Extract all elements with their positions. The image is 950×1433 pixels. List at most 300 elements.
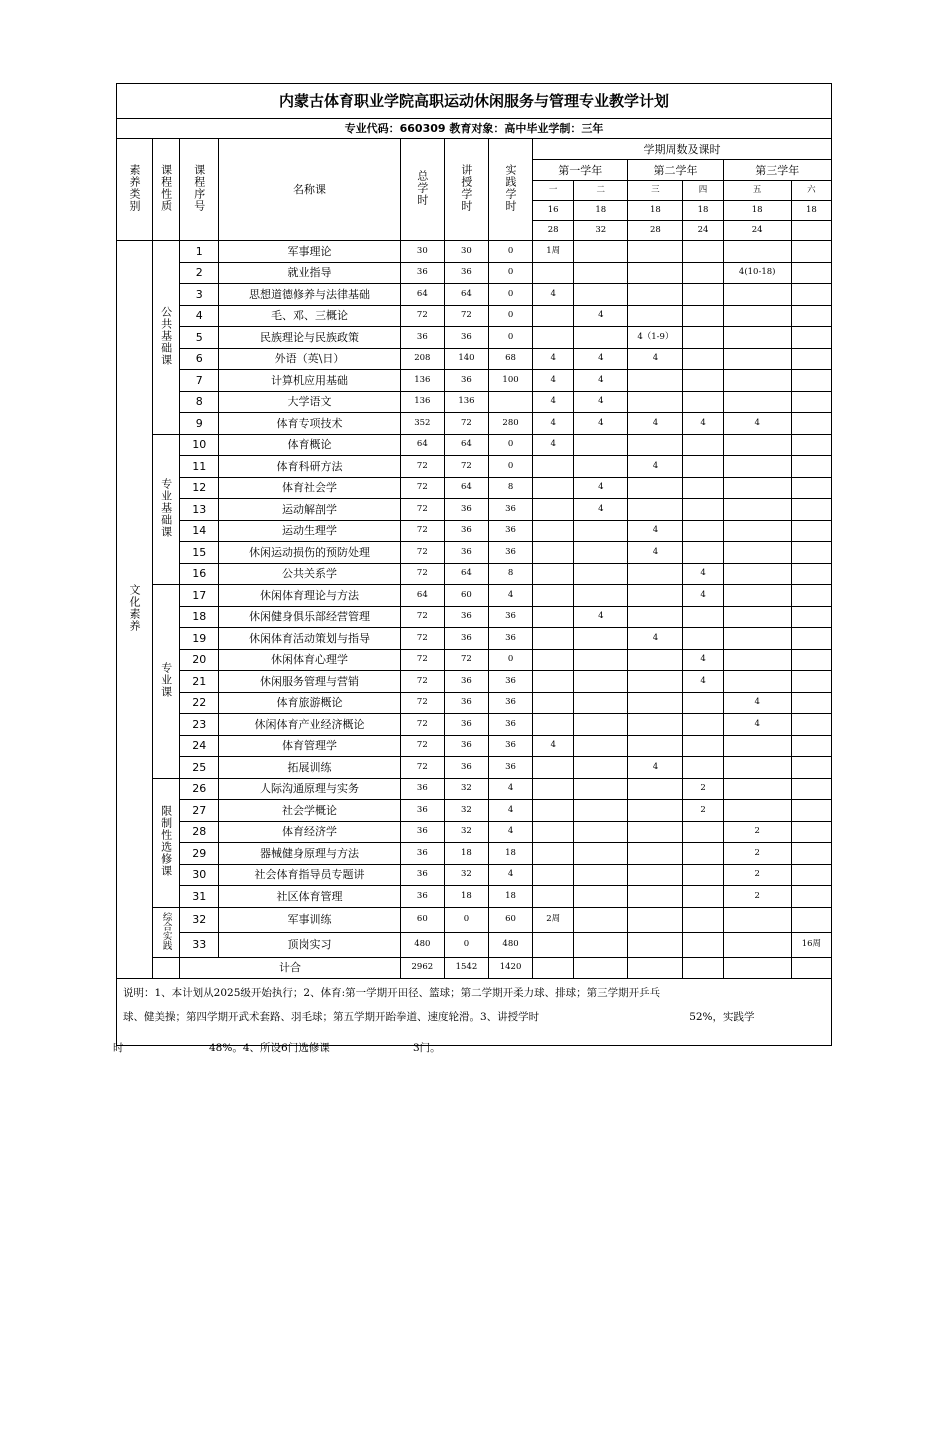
header-hours: 32	[574, 221, 628, 241]
table-row	[117, 735, 832, 757]
course-term-hours	[533, 649, 574, 671]
teaching-plan-table	[116, 83, 832, 979]
course-seq: 24	[180, 735, 219, 757]
course-term-hours: 4	[683, 649, 723, 671]
course-term-hours	[791, 327, 831, 349]
course-term-hours: 4	[533, 391, 574, 413]
course-term-hours	[628, 370, 683, 392]
header-lecture: 讲授学时	[444, 139, 488, 241]
header-seq: 课程序号	[180, 139, 219, 241]
course-term-hours	[683, 692, 723, 714]
header-name: 名称课	[219, 139, 401, 241]
course-term-hours	[628, 735, 683, 757]
course-lecture-hours: 36	[444, 542, 488, 564]
header-term: 三	[628, 181, 683, 201]
course-name: 休闲服务管理与营销	[219, 671, 401, 693]
course-lecture-hours: 36	[444, 520, 488, 542]
table-row	[117, 907, 832, 932]
course-term-hours	[791, 757, 831, 779]
course-term-hours: 4	[628, 348, 683, 370]
course-total-hours: 480	[400, 932, 444, 957]
course-term-hours	[574, 821, 628, 843]
course-practice-hours: 36	[488, 692, 532, 714]
course-term-hours: 4	[683, 585, 723, 607]
course-total-hours: 64	[400, 434, 444, 456]
course-term-hours: 2周	[533, 907, 574, 932]
course-total-hours: 72	[400, 606, 444, 628]
course-term-hours	[574, 692, 628, 714]
course-term-hours	[574, 456, 628, 478]
course-seq: 11	[180, 456, 219, 478]
course-seq: 20	[180, 649, 219, 671]
course-term-hours	[723, 735, 791, 757]
course-seq: 8	[180, 391, 219, 413]
course-term-hours	[683, 327, 723, 349]
header-weeks: 18	[574, 201, 628, 221]
table-row	[117, 778, 832, 800]
course-term-hours: 4	[683, 563, 723, 585]
course-term-hours	[791, 671, 831, 693]
table-row	[117, 241, 832, 263]
course-lecture-hours: 36	[444, 757, 488, 779]
course-name: 大学语文	[219, 391, 401, 413]
course-term-hours: 1周	[533, 241, 574, 263]
course-term-hours	[574, 886, 628, 908]
course-name: 体育管理学	[219, 735, 401, 757]
course-name: 社会学概论	[219, 800, 401, 822]
course-practice-hours: 0	[488, 649, 532, 671]
course-total-hours: 72	[400, 305, 444, 327]
course-name: 休闲体育活动策划与指导	[219, 628, 401, 650]
course-lecture-hours: 18	[444, 843, 488, 865]
course-term-hours: 2	[723, 821, 791, 843]
course-term-hours	[533, 800, 574, 822]
course-term-hours: 4	[533, 348, 574, 370]
course-term-hours	[574, 671, 628, 693]
course-seq: 22	[180, 692, 219, 714]
course-name: 体育经济学	[219, 821, 401, 843]
course-term-hours	[791, 305, 831, 327]
course-term-hours	[628, 241, 683, 263]
course-total-hours: 72	[400, 757, 444, 779]
table-row	[117, 370, 832, 392]
course-name: 公共关系学	[219, 563, 401, 585]
course-term-hours	[628, 864, 683, 886]
course-lecture-hours: 32	[444, 800, 488, 822]
course-term-hours	[683, 542, 723, 564]
header-year-2: 第二学年	[628, 160, 723, 181]
course-total-hours: 64	[400, 585, 444, 607]
total-row	[117, 957, 832, 979]
course-name: 顶岗实习	[219, 932, 401, 957]
course-term-hours	[683, 907, 723, 932]
course-term-hours	[574, 714, 628, 736]
course-name: 军事训练	[219, 907, 401, 932]
course-term-hours	[791, 800, 831, 822]
header-term: 五	[723, 181, 791, 201]
course-practice-hours: 4	[488, 821, 532, 843]
course-term-hours	[791, 563, 831, 585]
course-name: 民族理论与民族政策	[219, 327, 401, 349]
total-term-blank	[683, 957, 723, 979]
course-name: 计算机应用基础	[219, 370, 401, 392]
course-seq: 3	[180, 284, 219, 306]
course-term-hours: 4	[533, 284, 574, 306]
table-row	[117, 628, 832, 650]
course-total-hours: 60	[400, 907, 444, 932]
course-name: 休闲体育产业经济概论	[219, 714, 401, 736]
course-lecture-hours: 36	[444, 327, 488, 349]
course-term-hours	[533, 692, 574, 714]
course-term-hours	[628, 391, 683, 413]
course-lecture-hours: 36	[444, 606, 488, 628]
course-lecture-hours: 36	[444, 499, 488, 521]
note-line-3b: 48%。4、所设6门选修课	[209, 1042, 330, 1054]
course-practice-hours: 36	[488, 735, 532, 757]
course-term-hours	[533, 628, 574, 650]
course-term-hours	[723, 671, 791, 693]
course-term-hours	[533, 305, 574, 327]
course-term-hours	[723, 542, 791, 564]
course-practice-hours: 0	[488, 434, 532, 456]
course-term-hours	[723, 585, 791, 607]
course-term-hours: 4	[574, 348, 628, 370]
course-term-hours: 4	[533, 413, 574, 435]
course-term-hours	[574, 520, 628, 542]
course-practice-hours: 4	[488, 585, 532, 607]
course-term-hours	[791, 477, 831, 499]
course-term-hours	[533, 262, 574, 284]
course-term-hours	[723, 370, 791, 392]
course-term-hours	[683, 284, 723, 306]
course-term-hours	[791, 843, 831, 865]
course-term-hours: 4	[723, 413, 791, 435]
course-term-hours	[683, 821, 723, 843]
table-row	[117, 262, 832, 284]
table-row	[117, 692, 832, 714]
table-row	[117, 843, 832, 865]
group-major: 专业课	[153, 585, 180, 779]
course-term-hours	[683, 262, 723, 284]
course-term-hours	[791, 499, 831, 521]
course-term-hours	[723, 606, 791, 628]
course-practice-hours: 36	[488, 542, 532, 564]
course-term-hours	[791, 520, 831, 542]
course-term-hours	[791, 542, 831, 564]
teaching-plan-document	[113, 83, 832, 1054]
course-practice-hours: 36	[488, 714, 532, 736]
total-lecture: 1542	[444, 957, 488, 979]
total-term-blank	[723, 957, 791, 979]
course-term-hours	[791, 262, 831, 284]
document-subtitle: 专业代码：660309 教育对象：高中毕业学制：三年	[117, 119, 832, 139]
header-total: 总学时	[400, 139, 444, 241]
table-row	[117, 284, 832, 306]
course-term-hours	[533, 606, 574, 628]
course-name: 社会体育指导员专题讲	[219, 864, 401, 886]
course-practice-hours: 36	[488, 757, 532, 779]
table-row	[117, 714, 832, 736]
course-term-hours	[628, 563, 683, 585]
table-row	[117, 456, 832, 478]
total-row-blank	[153, 957, 180, 979]
course-term-hours	[628, 886, 683, 908]
total-term-blank	[628, 957, 683, 979]
course-term-hours: 4	[574, 305, 628, 327]
course-term-hours	[533, 671, 574, 693]
course-term-hours	[683, 628, 723, 650]
course-term-hours	[574, 542, 628, 564]
course-term-hours: 4	[574, 606, 628, 628]
note-line-3c: 3门。	[413, 1042, 441, 1054]
course-name: 社区体育管理	[219, 886, 401, 908]
course-term-hours: 2	[723, 864, 791, 886]
course-term-hours: 4	[723, 714, 791, 736]
course-lecture-hours: 36	[444, 692, 488, 714]
course-total-hours: 36	[400, 800, 444, 822]
course-term-hours	[628, 649, 683, 671]
course-term-hours	[574, 628, 628, 650]
course-term-hours: 4	[574, 477, 628, 499]
course-practice-hours: 0	[488, 241, 532, 263]
course-term-hours: 2	[683, 800, 723, 822]
course-term-hours: 4	[574, 413, 628, 435]
course-seq: 12	[180, 477, 219, 499]
course-term-hours	[628, 843, 683, 865]
course-term-hours: 4	[628, 628, 683, 650]
course-seq: 25	[180, 757, 219, 779]
course-term-hours	[683, 886, 723, 908]
course-term-hours	[791, 284, 831, 306]
course-seq: 21	[180, 671, 219, 693]
course-term-hours	[533, 864, 574, 886]
course-term-hours	[791, 370, 831, 392]
table-row	[117, 932, 832, 957]
course-term-hours	[683, 370, 723, 392]
table-row	[117, 434, 832, 456]
table-row	[117, 649, 832, 671]
course-practice-hours	[488, 391, 532, 413]
course-term-hours	[791, 907, 831, 932]
header-weeks: 16	[533, 201, 574, 221]
course-term-hours: 4	[628, 413, 683, 435]
table-row	[117, 348, 832, 370]
course-total-hours: 72	[400, 520, 444, 542]
course-seq: 17	[180, 585, 219, 607]
course-term-hours	[574, 800, 628, 822]
course-term-hours	[723, 499, 791, 521]
group-public: 公共基础课	[153, 241, 180, 435]
course-term-hours	[628, 585, 683, 607]
course-term-hours	[533, 499, 574, 521]
course-term-hours	[574, 778, 628, 800]
course-term-hours	[574, 262, 628, 284]
course-term-hours	[683, 456, 723, 478]
course-name: 体育科研方法	[219, 456, 401, 478]
course-term-hours	[723, 520, 791, 542]
course-seq: 28	[180, 821, 219, 843]
course-term-hours	[533, 542, 574, 564]
course-practice-hours: 60	[488, 907, 532, 932]
course-term-hours	[628, 714, 683, 736]
note-line-3a: 时	[113, 1042, 124, 1054]
course-total-hours: 352	[400, 413, 444, 435]
course-total-hours: 30	[400, 241, 444, 263]
course-term-hours: 16周	[791, 932, 831, 957]
course-total-hours: 72	[400, 542, 444, 564]
course-practice-hours: 36	[488, 499, 532, 521]
course-term-hours	[683, 241, 723, 263]
course-term-hours	[723, 456, 791, 478]
course-practice-hours: 4	[488, 778, 532, 800]
course-name: 就业指导	[219, 262, 401, 284]
course-term-hours	[683, 843, 723, 865]
course-total-hours: 208	[400, 348, 444, 370]
course-term-hours	[574, 649, 628, 671]
course-term-hours	[723, 284, 791, 306]
course-lecture-hours: 72	[444, 456, 488, 478]
course-lecture-hours: 36	[444, 671, 488, 693]
course-term-hours	[723, 778, 791, 800]
course-practice-hours: 36	[488, 671, 532, 693]
course-total-hours: 72	[400, 692, 444, 714]
course-term-hours	[683, 348, 723, 370]
course-total-hours: 72	[400, 735, 444, 757]
course-term-hours: 4	[533, 434, 574, 456]
course-term-hours	[723, 563, 791, 585]
course-term-hours	[723, 800, 791, 822]
total-label: 计合	[180, 957, 401, 979]
course-name: 拓展训练	[219, 757, 401, 779]
course-lecture-hours: 36	[444, 714, 488, 736]
course-term-hours	[628, 821, 683, 843]
course-term-hours	[683, 932, 723, 957]
course-name: 休闲运动损伤的预防处理	[219, 542, 401, 564]
course-term-hours	[574, 585, 628, 607]
header-hours: 28	[533, 221, 574, 241]
course-term-hours: 2	[723, 886, 791, 908]
course-term-hours	[574, 907, 628, 932]
course-practice-hours: 68	[488, 348, 532, 370]
course-term-hours: 4	[628, 520, 683, 542]
course-term-hours	[683, 391, 723, 413]
header-weeks: 18	[723, 201, 791, 221]
total-practice: 1420	[488, 957, 532, 979]
course-term-hours	[628, 284, 683, 306]
course-term-hours	[723, 241, 791, 263]
course-term-hours	[533, 886, 574, 908]
course-practice-hours: 0	[488, 305, 532, 327]
course-seq: 29	[180, 843, 219, 865]
course-term-hours	[723, 391, 791, 413]
header-hours	[791, 221, 831, 241]
course-term-hours: 4	[683, 671, 723, 693]
header-hours: 24	[683, 221, 723, 241]
course-term-hours	[628, 477, 683, 499]
course-term-hours	[574, 864, 628, 886]
course-term-hours	[533, 563, 574, 585]
header-weeks: 18	[683, 201, 723, 221]
table-row	[117, 520, 832, 542]
course-term-hours	[574, 757, 628, 779]
course-term-hours	[533, 477, 574, 499]
course-seq: 4	[180, 305, 219, 327]
course-seq: 18	[180, 606, 219, 628]
course-total-hours: 136	[400, 370, 444, 392]
course-term-hours	[791, 628, 831, 650]
course-term-hours	[628, 434, 683, 456]
course-term-hours	[723, 628, 791, 650]
course-lecture-hours: 60	[444, 585, 488, 607]
course-term-hours	[683, 735, 723, 757]
course-term-hours	[628, 262, 683, 284]
course-term-hours	[628, 932, 683, 957]
course-practice-hours: 100	[488, 370, 532, 392]
course-lecture-hours: 72	[444, 305, 488, 327]
course-term-hours: 4	[628, 456, 683, 478]
course-seq: 10	[180, 434, 219, 456]
course-term-hours	[791, 735, 831, 757]
course-seq: 6	[180, 348, 219, 370]
document-title: 内蒙古体育职业学院高职运动休闲服务与管理专业教学计划	[117, 84, 832, 119]
course-seq: 13	[180, 499, 219, 521]
course-term-hours	[574, 327, 628, 349]
course-practice-hours: 0	[488, 327, 532, 349]
course-total-hours: 72	[400, 456, 444, 478]
course-term-hours: 4(10-18)	[723, 262, 791, 284]
header-term: 六	[791, 181, 831, 201]
header-practice: 实践学时	[488, 139, 532, 241]
course-term-hours	[628, 305, 683, 327]
course-term-hours	[791, 391, 831, 413]
course-term-hours	[723, 649, 791, 671]
course-term-hours	[791, 606, 831, 628]
course-practice-hours: 36	[488, 520, 532, 542]
header-hours: 24	[723, 221, 791, 241]
course-term-hours	[791, 778, 831, 800]
course-term-hours	[791, 434, 831, 456]
course-lecture-hours: 0	[444, 932, 488, 957]
header-term: 二	[574, 181, 628, 201]
table-row	[117, 305, 832, 327]
course-name: 思想道德修养与法律基础	[219, 284, 401, 306]
table-row	[117, 477, 832, 499]
course-term-hours	[533, 714, 574, 736]
course-name: 军事理论	[219, 241, 401, 263]
course-term-hours	[533, 757, 574, 779]
course-name: 体育社会学	[219, 477, 401, 499]
course-total-hours: 72	[400, 649, 444, 671]
course-total-hours: 36	[400, 821, 444, 843]
course-seq: 31	[180, 886, 219, 908]
header-weeks: 18	[628, 201, 683, 221]
course-name: 体育旅游概论	[219, 692, 401, 714]
course-term-hours: 4（1-9）	[628, 327, 683, 349]
group-elective: 限制性选修课	[153, 778, 180, 907]
course-term-hours	[574, 932, 628, 957]
course-term-hours	[574, 735, 628, 757]
course-term-hours	[628, 800, 683, 822]
course-term-hours	[533, 821, 574, 843]
table-row	[117, 563, 832, 585]
table-row	[117, 864, 832, 886]
group-basic: 专业基础课	[153, 434, 180, 585]
course-total-hours: 72	[400, 563, 444, 585]
course-term-hours	[723, 434, 791, 456]
course-term-hours	[683, 864, 723, 886]
course-practice-hours: 0	[488, 284, 532, 306]
course-term-hours	[574, 434, 628, 456]
